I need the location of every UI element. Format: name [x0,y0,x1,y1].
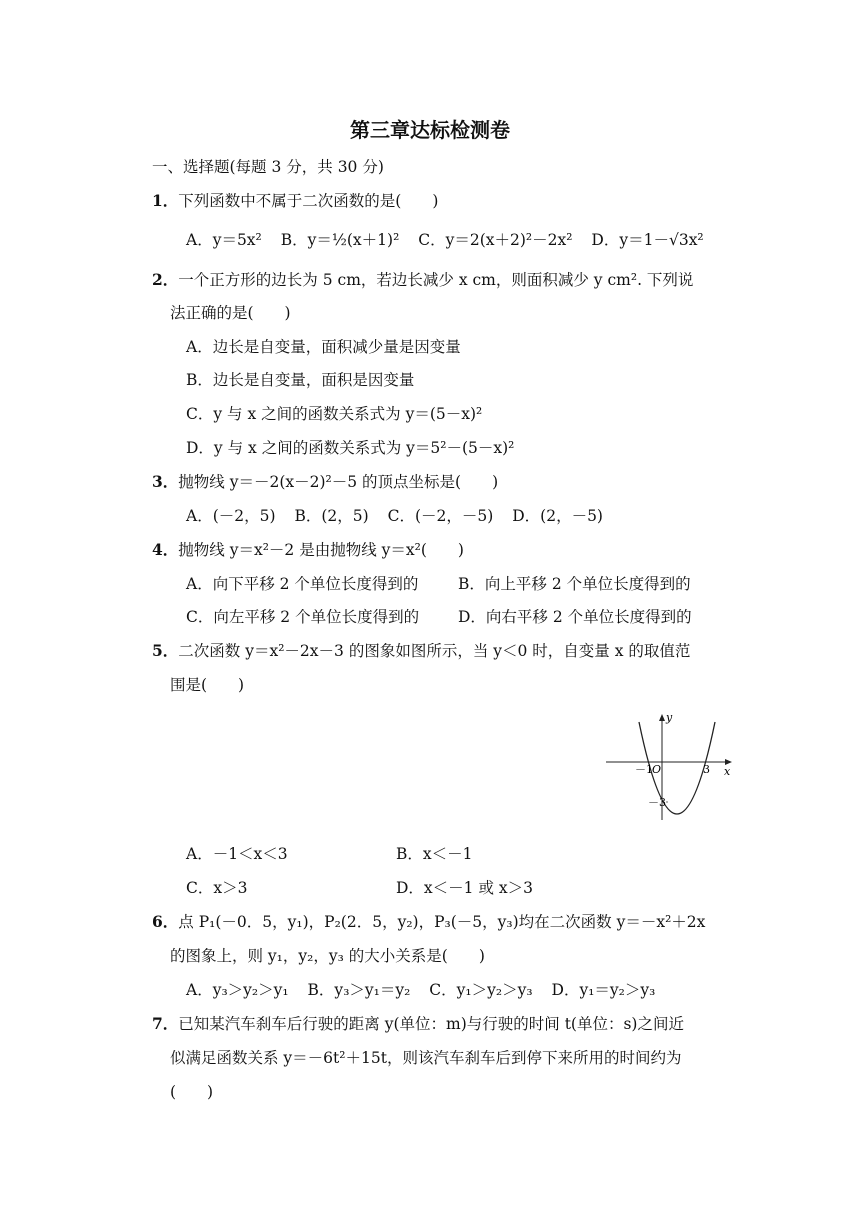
question-number: 7． [152,1014,179,1033]
question-2-stem-cont: 法正确的是( ) [170,304,291,322]
option-d: D．向右平移 2 个单位长度得到的 [458,608,692,626]
question-number: 1． [152,191,179,210]
option-b: B．y＝½(x＋1)² [280,231,400,249]
question-stem: 点 P₁(－0．5，y₁)，P₂(2．5，y₂)，P₃(－5，y₃)均在二次函数 y＝－x²＋2x [178,913,706,931]
question-stem: 二次函数 y＝x²－2x－3 的图象如图所示，当 y＜0 时，自变量 x 的取值范 [178,642,691,660]
question-7-stem-cont: 似满足函数关系 y＝－6t²＋15t，则该汽车刹车后到停下来所用的时间约为 [170,1049,682,1067]
question-number: 6． [152,912,179,931]
question-6 [152,912,705,932]
question-1 [152,191,438,211]
option-c: C．y 与 x 之间的函数关系式为 y＝(5－x)² [186,405,483,423]
question-stem: 已知某汽车刹车后行驶的距离 y(单位：m)与行驶的时间 t(单位：s)之间近 [178,1015,684,1033]
parabola-graph [600,706,736,824]
question-3-options [186,506,603,526]
option-a: A．向下平移 2 个单位长度得到的 [186,575,419,593]
option-d: D．(2，－5) [512,507,603,525]
question-stem: 一个正方形的边长为 5 cm，若边长减少 x cm，则面积减少 y cm². 下列说 [178,271,694,289]
option-c: C．y₁＞y₂＞y₃ [429,981,533,999]
option-a: A．(－2，5) [186,507,276,525]
x-axis-label: x [724,765,731,778]
option-c: C．向左平移 2 个单位长度得到的 [186,608,420,626]
question-4 [152,540,464,560]
option-a: A．y＝5x² [186,231,262,249]
question-5 [152,641,690,661]
section-heading: 一、选择题(每题 3 分，共 30 分) [152,158,384,176]
option-d: D．y 与 x 之间的函数关系式为 y＝5²－(5－x)² [186,439,515,457]
y-axis-arrow [659,714,665,721]
option-d: D．y＝1－√3x² [591,231,704,249]
question-stem: 抛物线 y＝－2(x－2)²－5 的顶点坐标是( ) [178,473,499,491]
question-stem: 下列函数中不属于二次函数的是( ) [178,192,439,210]
question-7 [152,1014,684,1034]
origin-label: O [652,763,662,776]
option-b: B．向上平移 2 个单位长度得到的 [458,575,691,593]
option-d: D．y₁＝y₂＞y₃ [551,981,656,999]
question-7-answer-blank: ( ) [170,1083,214,1101]
page-title: 第三章达标检测卷 [350,118,510,142]
question-number: 3． [152,472,179,491]
question-3 [152,472,498,492]
option-b: B．边长是自变量，面积是因变量 [186,371,415,389]
question-number: 2． [152,270,179,289]
question-6-options [186,980,655,1000]
option-a: A．y₃＞y₂＞y₁ [186,981,289,999]
option-b: B．(2，5) [294,507,369,525]
option-a: A．－1＜x＜3 [186,845,288,863]
option-a: A．边长是自变量，面积减少量是因变量 [186,338,461,356]
x-neg-tick-label: －1 [635,763,653,776]
y-neg-tick-label: －3 [648,796,666,809]
x-pos-tick-label: 3 [703,763,710,776]
option-d: D．x＜－1 或 x＞3 [396,879,533,897]
question-6-stem-cont: 的图象上，则 y₁，y₂，y₃ 的大小关系是( ) [170,947,485,965]
question-number: 5． [152,641,179,660]
option-c: C．(－2，－5) [387,507,494,525]
question-1-options [186,230,704,250]
question-5-stem-cont: 围是( ) [170,676,245,694]
question-stem: 抛物线 y＝x²－2 是由抛物线 y＝x²( ) [178,541,464,559]
option-b: B．y₃＞y₁＝y₂ [307,981,411,999]
option-b: B．x＜－1 [396,845,473,863]
question-number: 4． [152,540,179,559]
option-c: C．x＞3 [186,879,248,897]
y-axis-label: y [666,711,673,724]
question-2 [152,270,693,290]
option-c: C．y＝2(x＋2)²－2x² [418,231,573,249]
